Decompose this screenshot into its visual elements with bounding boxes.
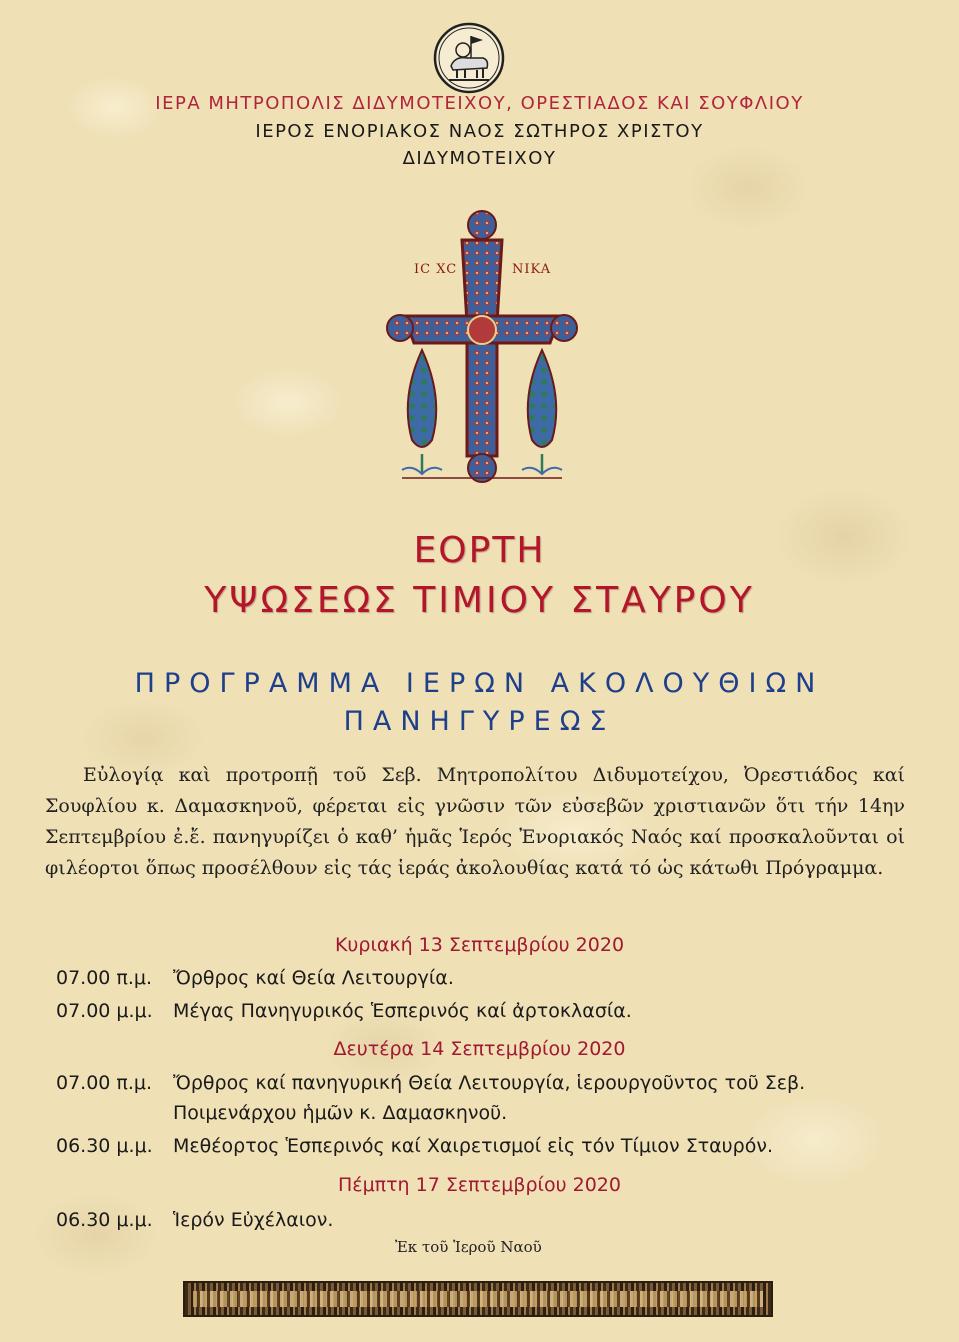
- lamb-seal-logo: [433, 22, 505, 94]
- service-time: 07.00 μ.μ.: [56, 1000, 153, 1022]
- service-description: Ἱερόν Εὐχέλαιον.: [173, 1209, 334, 1231]
- ornamental-border: [183, 1281, 773, 1317]
- service-time: 07.00 π.μ.: [56, 1072, 153, 1094]
- cross-inscription-right: NIKA: [512, 262, 552, 277]
- ornamental-border-inner: [193, 1291, 763, 1307]
- feast-name: ΥΨΩΣΕΩΣ ΤΙΜΙΟΥ ΣΤΑΥΡΟΥ: [204, 580, 755, 621]
- service-time: 06.30 μ.μ.: [56, 1135, 153, 1157]
- signature: Ἐκ τοῦ Ἱεροῦ Ναοῦ: [395, 1238, 542, 1256]
- day-heading: Κυριακή 13 Σεπτεμβρίου 2020: [334, 934, 625, 956]
- day-heading: Πέμπτη 17 Σεπτεμβρίου 2020: [338, 1174, 621, 1196]
- cross-icon: [382, 208, 582, 488]
- metropolis-title: ΙΕΡΑ ΜΗΤΡΟΠΟΛΙΣ ΔΙΔΥΜΟΤΕΙΧΟΥ, ΟΡΕΣΤΙΑΔΟΣ ΚΑΙ ΣΟΥΦΛΙΟΥ: [155, 93, 804, 114]
- city-title: ΔΙΔΥΜΟΤΕΙΧΟΥ: [402, 148, 557, 169]
- service-description: Μέγας Πανηγυρικός Ἑσπερινός καί ἀρτοκλασία.: [173, 1000, 632, 1022]
- service-time: 07.00 π.μ.: [56, 967, 153, 989]
- cross-inscription-left: IC XC: [414, 262, 458, 277]
- intro-paragraph: Εὐλογίᾳ καὶ προτροπῇ τοῦ Σεβ. Μητροπολίτου Διδυμοτείχου, Ὀρεστιάδος καί Σουφλίου κ. Δαμασκηνοῦ, φέρεται εἰς γνῶσιν τῶν εὐσεβῶν χριστιανῶν ὅτι τήν 14ην Σεπτεμβρίου ἐ.ἔ. πανηγυρίζει ὁ καθ’ ἡμᾶς Ἱερός Ἐνοριακός Ναός καί προσκαλοῦνται οἱ φιλέορτοι ὅπως προσέλθουν εἰς τάς ἱεράς ἀκολουθίας κατά τό ὡς κάτωθι Πρόγραμμα.: [45, 764, 905, 879]
- service-description: Μεθέορτος Ἑσπερινός καί Χαιρετισμοί εἰς τόν Τίμιον Σταυρόν.: [173, 1135, 773, 1157]
- service-time: 06.30 μ.μ.: [56, 1209, 153, 1231]
- program-title: ΠΡΟΓΡΑΜΜΑ ΙΕΡΩΝ ΑΚΟΛΟΥΘΙΩΝ: [134, 668, 825, 699]
- parish-title: ΙΕΡΟΣ ΕΝΟΡΙΑΚΟΣ ΝΑΟΣ ΣΩΤΗΡΟΣ ΧΡΙΣΤΟΥ: [255, 121, 704, 142]
- feast-title: ΕΟΡΤΗ: [413, 530, 546, 571]
- service-description: Ὄρθρος καί Θεία Λειτουργία.: [173, 967, 454, 989]
- day-heading: Δευτέρα 14 Σεπτεμβρίου 2020: [333, 1038, 626, 1060]
- service-description: Ὄρθρος καί πανηγυρική Θεία Λειτουργία, ἱερουργοῦντος τοῦ Σεβ. Ποιμενάρχου ἡμῶν κ. Δαμασκηνοῦ.: [173, 1072, 806, 1124]
- program-subtitle: ΠΑΝΗΓΥΡΕΩΣ: [343, 706, 616, 737]
